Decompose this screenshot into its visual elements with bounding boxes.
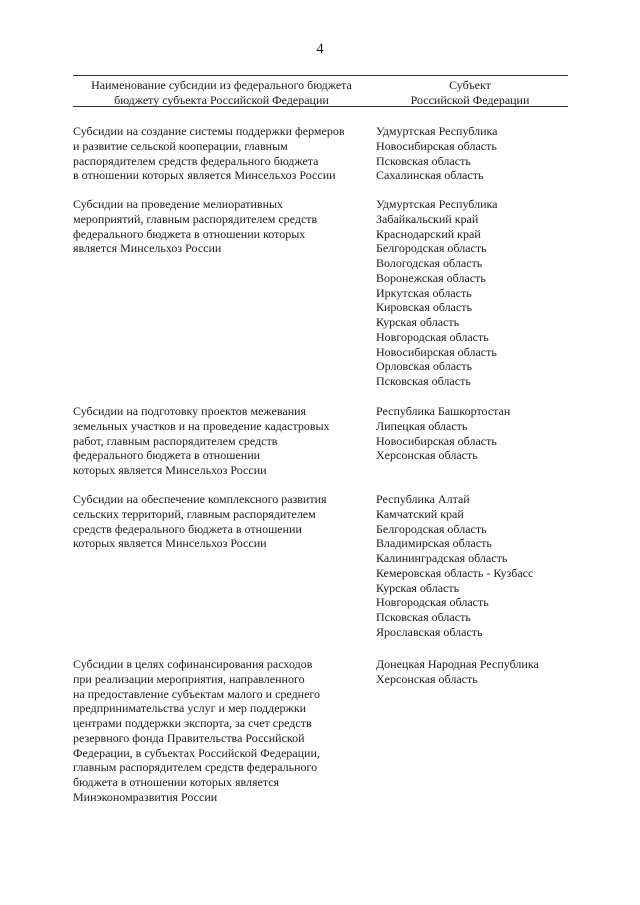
subject-item: Новгородская область — [376, 595, 489, 610]
text-line: Субсидии в целях софинансирования расходов — [73, 657, 313, 671]
subject-list — [376, 197, 571, 389]
text-line: Федерации, в субъектах Российской Федерации, — [73, 745, 320, 760]
page-number: 4 — [316, 41, 324, 57]
text-line: которых является Минсельхоз России — [73, 536, 267, 551]
text-line: предпринимательства услуг и мер поддержки — [73, 701, 307, 716]
subject-item: Кировская область — [376, 300, 473, 315]
text-line: резервного фонда Правительства Российской — [73, 730, 305, 745]
text-line: распорядителем средств федерального бюджета — [73, 153, 319, 168]
text-line: которых является Минсельхоз России — [73, 463, 267, 477]
text-line: земельных участков и на проведение кадастровых — [73, 418, 330, 433]
subject-item: Удмуртская Республика — [376, 124, 498, 138]
table-top-rule — [73, 75, 568, 76]
text-line: Субсидии на обеспечение комплексного развития — [73, 492, 327, 506]
text-line: Субсидии на подготовку проектов межевания — [73, 404, 307, 418]
text-line: федерального бюджета в отношении которых — [73, 226, 306, 241]
subject-item: Краснодарский край — [376, 226, 481, 241]
subject-item: Донецкая Народная Республика — [376, 657, 539, 671]
text-line: федерального бюджета в отношении — [73, 448, 261, 463]
text-line: бюджета в отношении которых является — [73, 775, 280, 789]
column-header-subject — [372, 78, 568, 107]
subject-item: Белгородская область — [376, 521, 487, 536]
subject-item: Вологодская область — [376, 256, 483, 270]
subject-list — [376, 492, 571, 640]
subject-item: Псковская область — [376, 374, 471, 388]
text-line: мероприятий, главным распорядителем средств — [73, 211, 318, 226]
header-line: Наименование субсидии из федерального бюджета — [91, 78, 352, 92]
subject-item: Камчатский край — [376, 506, 464, 521]
subject-item: Калининградская область — [376, 551, 508, 565]
header-line: Российской Федерации — [410, 92, 530, 107]
text-line: при реализации мероприятия, направленного — [73, 671, 305, 686]
text-line: центрами поддержки экспорта, за счет средств — [73, 716, 312, 730]
text-line: является Минсельхоз России — [73, 241, 222, 256]
subject-item: Псковская область — [376, 610, 471, 624]
text-line: Субсидии на создание системы поддержки фермеров — [73, 124, 345, 138]
subject-item: Сахалинская область — [376, 168, 484, 183]
subsidy-name — [73, 404, 373, 478]
subject-item: Воронежская область — [376, 270, 486, 285]
text-line: в отношении которых является Минсельхоз России — [73, 168, 336, 183]
subject-item: Курская область — [376, 315, 460, 329]
subject-item: Липецкая область — [376, 418, 468, 433]
subject-item: Орловская область — [376, 359, 473, 374]
text-line: главным распорядителем средств федерального — [73, 760, 318, 775]
text-line: и развитие сельской кооперации, главным — [73, 138, 288, 153]
subsidy-name — [73, 492, 373, 551]
header-line: бюджету субъекта Российской Федерации — [114, 92, 329, 107]
subject-item: Забайкальский край — [376, 211, 479, 226]
subject-item: Херсонская область — [376, 448, 478, 463]
subsidy-name — [73, 124, 373, 183]
text-line: работ, главным распорядителем средств — [73, 433, 278, 448]
subject-list — [376, 124, 571, 183]
table-header-rule — [73, 106, 568, 107]
subject-item: Псковская область — [376, 153, 471, 168]
subject-item: Новгородская область — [376, 329, 489, 344]
subsidy-name — [73, 657, 373, 805]
subject-item: Новосибирская область — [376, 344, 497, 359]
subject-item: Новосибирская область — [376, 138, 497, 153]
column-header-subsidy — [73, 78, 370, 107]
text-line: Субсидии на проведение мелиоративных — [73, 197, 284, 211]
subject-item: Новосибирская область — [376, 433, 497, 448]
subject-list — [376, 657, 571, 687]
text-line: на предоставление субъектам малого и среднего — [73, 686, 321, 701]
subject-item: Владимирская область — [376, 536, 492, 551]
text-line: сельских территорий, главным распорядителем — [73, 506, 316, 521]
text-line: средств федерального бюджета в отношении — [73, 521, 302, 536]
header-line: Субъект — [449, 78, 491, 92]
subject-item: Белгородская область — [376, 241, 487, 256]
subject-item: Удмуртская Республика — [376, 197, 498, 211]
subject-item: Ярославская область — [376, 624, 483, 639]
text-line: Минэкономразвития России — [73, 789, 218, 804]
subject-item: Кемеровская область - Кузбасс — [376, 565, 534, 580]
subject-item: Курская область — [376, 580, 460, 595]
subject-item: Херсонская область — [376, 671, 478, 686]
subject-item: Республика Алтай — [376, 492, 470, 506]
subject-item: Республика Башкортостан — [376, 404, 511, 418]
subsidy-name — [73, 197, 373, 256]
subject-list — [376, 404, 571, 463]
subject-item: Иркутская область — [376, 285, 472, 300]
